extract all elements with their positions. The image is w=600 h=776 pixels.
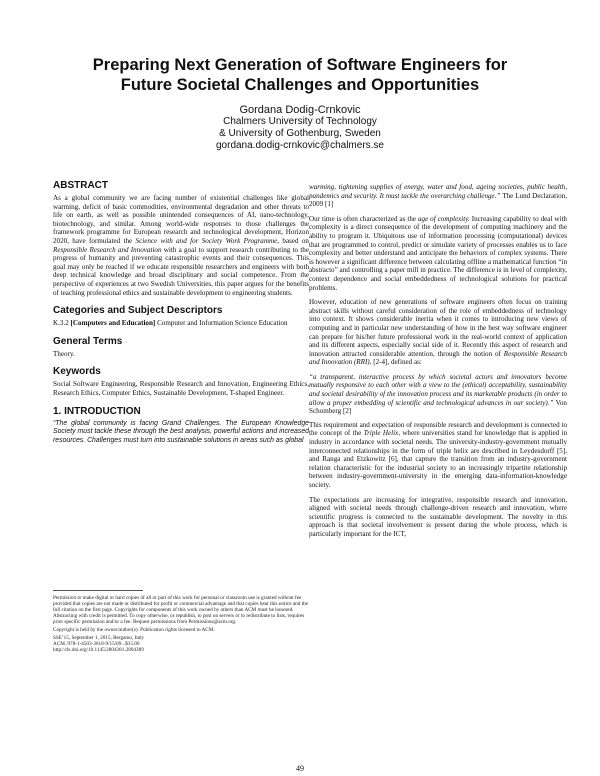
categories-text: [53, 319, 309, 328]
quote-continuation-text: warming, tightening supplies of energy, water and food, ageing societies, public health, pandemics and security. It must tackle the overarching challenge.”: [309, 183, 567, 200]
paragraph-text: [2-4], defined as:: [373, 358, 422, 367]
author-block: [40, 104, 560, 152]
paragraph-triple-helix: [309, 421, 567, 490]
paragraph-text: where universities stand for knowledge that is applied in industry in accordance with societal needs. The university-industry-government mutually interconnected relationships in the form of triple helix are described in Leydesdorff [5], and Ranga and Etzkowitz [6], that capture the transition from an industry-government relation characteristic for the industrial society to an increasingly tripartite relationship between industry-government-university in the emerging data-information-knowledge society.: [309, 429, 568, 489]
footnote-block: [53, 595, 309, 654]
abstract-rri-name: Responsible Research and Innovation: [53, 245, 162, 254]
paper-title: [40, 55, 560, 95]
abstract-text-part: based on: [282, 236, 309, 245]
age-of-complexity: age of complexity.: [417, 214, 470, 223]
title-line-1: Preparing Next Generation of Software Engineers for: [92, 56, 508, 74]
paragraph-text: Increasing capability to deal with complexity is a direct consequence of the development of computing machinery and the ability to program it. Ubiquitous use of information processing (computational) devices that are programmed to control, predict or simulate variety of processes enables us to face complexity and better understand and anticipate the behaviors of complex systems. There is however a significant difference between calculating offline a mathematical function “in abstracto” and controlling a paper mill in practice. The difference is in level of complexity, context dependence and social embeddedness of technological solutions for practical problems.: [309, 214, 567, 292]
footnote-venue: SSE’15, September 1, 2015, Bergamo, Italy: [53, 634, 145, 641]
title-line-2: Future Societal Challenges and Opportunities: [120, 76, 480, 94]
categories-heading: Categories and Subject Descriptors: [53, 305, 223, 317]
affiliation-line-2: & University of Gothenburg, Sweden: [219, 128, 381, 139]
category-rest: Computer and Information Science Education: [157, 319, 288, 328]
affiliation-line-1: Chalmers University of Technology: [223, 116, 377, 127]
abstract-heading: ABSTRACT: [53, 180, 108, 191]
rri-quote-source: Von Schomberg [2]: [309, 398, 567, 416]
general-terms-heading: General Terms: [53, 335, 123, 347]
paragraph-complexity: [309, 215, 567, 292]
footnote-doi[interactable]: http://dx.doi.org/10.1145/2804381.2804389: [53, 646, 144, 653]
rri-quote-text: “a transparent, interactive process by which societal actors and innovators become mutually responsive to each other with a view to the (ethical) acceptability, sustainability and societal desirability of the innovation process and its marketable products (in order to allow a proper embedding of scientific and technological advances in our society).”: [309, 372, 567, 407]
rri-term: Responsible Research and Innovation (RRI),: [309, 349, 568, 367]
triple-helix-term: Triple Helix,: [363, 429, 400, 438]
abstract-text-part: As a global community we are facing number of existential challenges like global warming, deficit of basic commodities, environmental degradation and other threats to life on earth, as well as possible unintended consequences of AI, nano-technology, biotechnology, and similar. Among world-wide responses to those challenges the framework programme for European research and technological development, Horizon 2020, have formulated the: [53, 194, 309, 245]
category-name: [Computers and Education]: [70, 319, 156, 328]
keywords-text: Social Software Engineering, Responsible Research and Innovation, Engineering Ethics, Research Ethics, Computer Ethics, Sustainable Development, T-shaped Engineer.: [53, 380, 309, 397]
keywords-heading: Keywords: [53, 366, 101, 378]
introduction-heading: 1. INTRODUCTION: [53, 405, 141, 417]
introduction-quote: “The global community is facing Grand Challenges. The European Knowledge Society must tackle these through the best analysis, powerful actions and increased resources. Challenges must turn into sustainable solutions in areas such as global: [53, 419, 309, 444]
author-email[interactable]: gordana.dodig-crnkovic@chalmers.se: [215, 140, 384, 151]
paragraph-expectations: The expectations are increasing for integrative, responsible research and innovation, aligned with societal needs through challenge-driven research and innovation, where scientific progress is connected to the sustainable development. The novelty in this approach is that societal involvement is present during the whole process, which is particularly important for the ICT,: [309, 495, 567, 538]
right-column: [309, 183, 567, 545]
abstract-text-part: with a goal to support research contributing to the progress of humanity and preventing catastrophic events and their consequences. This goal may only be reached if we educate responsible researchers and engineers with both deep technical knowledge and broad disciplinary and social competence. From the perspective of experiences at two Swedish Universities, this paper argues for the benefits of teaching professional ethics and sustainable development to engineering students.: [53, 245, 309, 297]
footnote-permission: Permission to make digital or hard copies of all or part of this work for personal or classroom use is granted without fee provided that copies are not made or distributed for profit or commercial advantage and that copies bear this notice and the full citation on the first page. Copyrights for components of this work owned by others than ACM must be honored. Abstracting with credit is permitted. To copy otherwise, or republish, to post on servers or to redistribute to lists, requires prior specific permission and/or a fee. Request permissions from Permissions@acm.org.: [53, 595, 308, 626]
rri-definition-quote: [309, 373, 567, 416]
quote-source: The Lund Declaration, 2009 [1]: [309, 191, 567, 209]
footnote-isbn: ACM. 978-1-4503-3818-9/15/09...$15.00: [53, 640, 140, 647]
general-terms-text: Theory.: [53, 349, 75, 358]
footnote-copyright: Copyright is held by the owner/author(s). Publication rights licensed to ACM.: [53, 626, 215, 633]
footnote-divider: [53, 590, 143, 591]
category-code: K.3.2: [53, 319, 69, 328]
paragraph-text: However, education of new generations of software engineers often focus on training abstract skills without careful consideration of the role of embeddedness of technology into context. It shows considerable inertia when it comes to introducing new views of computing and in particular new understanding of how in the best way software engineer can prepare for his/her future professional work in the real-world context of application and its different aspects, especially social side of it. Recently this aspect of research and innovation attracted considerable attention, through the notion of: [309, 298, 567, 358]
page-number: 49: [296, 764, 304, 773]
quote-continuation: [309, 183, 567, 209]
abstract-programme-name: Science with and for Society Work Programme,: [135, 236, 280, 245]
paragraph-text: This requirement and expectation of responsible research and development is connected to the concept of the: [309, 420, 567, 438]
author-name: Gordana Dodig-Crnkovic: [239, 104, 361, 116]
paragraph-text: Our time is often characterized as the: [309, 214, 417, 223]
left-column: [53, 180, 309, 445]
abstract-text: [53, 194, 309, 297]
paragraph-education: [309, 298, 567, 367]
